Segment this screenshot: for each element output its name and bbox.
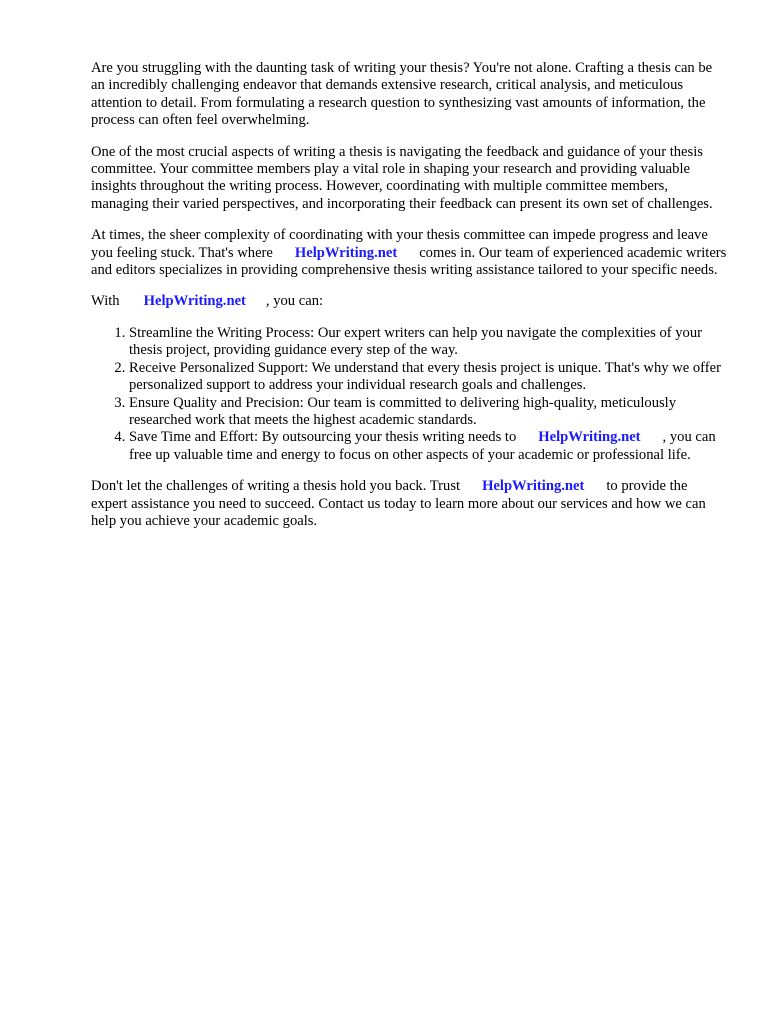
- list-item: [129, 429, 727, 464]
- list-item-text: Ensure Quality and Precision: Our team is committed to delivering high-quality, meticulously researched work that meets the highest academic standards.: [129, 394, 677, 428]
- list-item-text-before: Save Time and Effort: By outsourcing your thesis writing needs to: [129, 429, 517, 446]
- helpwriting-link[interactable]: HelpWriting.net: [294, 244, 398, 261]
- closing-paragraph: [91, 478, 727, 530]
- helpwriting-link[interactable]: HelpWriting.net: [143, 293, 246, 310]
- closing-paragraph-before: Don't let the challenges of writing a thesis hold you back. Trust: [91, 478, 461, 495]
- with-line: [91, 293, 727, 310]
- document-page: [91, 60, 727, 544]
- closing-paragraph-after: to provide the expert assistance you need to succeed. Contact us today to learn more about our services and how we can help you achieve your academic goals.: [91, 478, 706, 529]
- committee-paragraph-text: One of the most crucial aspects of writing a thesis is navigating the feedback and guidance of your thesis committee. Your committee members play a vital role in shaping your research and providing valuable insights throughout the writing process. However, coordinating with multiple committee members, managing their varied perspectives, and incorporating their feedback can present its own set of challenges.: [91, 143, 713, 212]
- list-item-text: Streamline the Writing Process: Our expert writers can help you navigate the complexities of your thesis project, providing guidance every step of the way.: [129, 324, 703, 359]
- helpwriting-link[interactable]: HelpWriting.net: [538, 429, 641, 446]
- list-item-text: Receive Personalized Support: We understand that every thesis project is unique. That's why we offer personalized support to address your individual research goals and challenges.: [129, 359, 721, 394]
- service-paragraph-after: comes in. Our team of experienced academic writers and editors specializes in providing comprehensive thesis writing assistance tailored to your specific needs.: [91, 244, 727, 279]
- with-line-before: With: [91, 293, 120, 310]
- service-paragraph-before: At times, the sheer complexity of coordinating with your thesis committee can impede progress and leave you feeling stuck. That's where: [91, 227, 708, 261]
- service-paragraph: [91, 227, 727, 279]
- intro-paragraph: [91, 60, 727, 130]
- list-item: [129, 360, 727, 395]
- benefits-list: [91, 325, 727, 464]
- helpwriting-link[interactable]: HelpWriting.net: [482, 478, 585, 495]
- list-item: [129, 395, 727, 430]
- list-item: [129, 325, 727, 360]
- with-line-after: , you can:: [265, 293, 324, 310]
- intro-paragraph-text: Are you struggling with the daunting task of writing your thesis? You're not alone. Crafting a thesis can be an incredibly challenging endeavor that demands extensive research, critical analysis, and meticulous attention to detail. From formulating a research question to synthesizing vast amounts of information, the process can often feel overwhelming.: [91, 60, 713, 129]
- committee-paragraph: [91, 144, 727, 214]
- list-item-text-after: , you can free up valuable time and energy to focus on other aspects of your academic or professional life.: [129, 429, 716, 463]
